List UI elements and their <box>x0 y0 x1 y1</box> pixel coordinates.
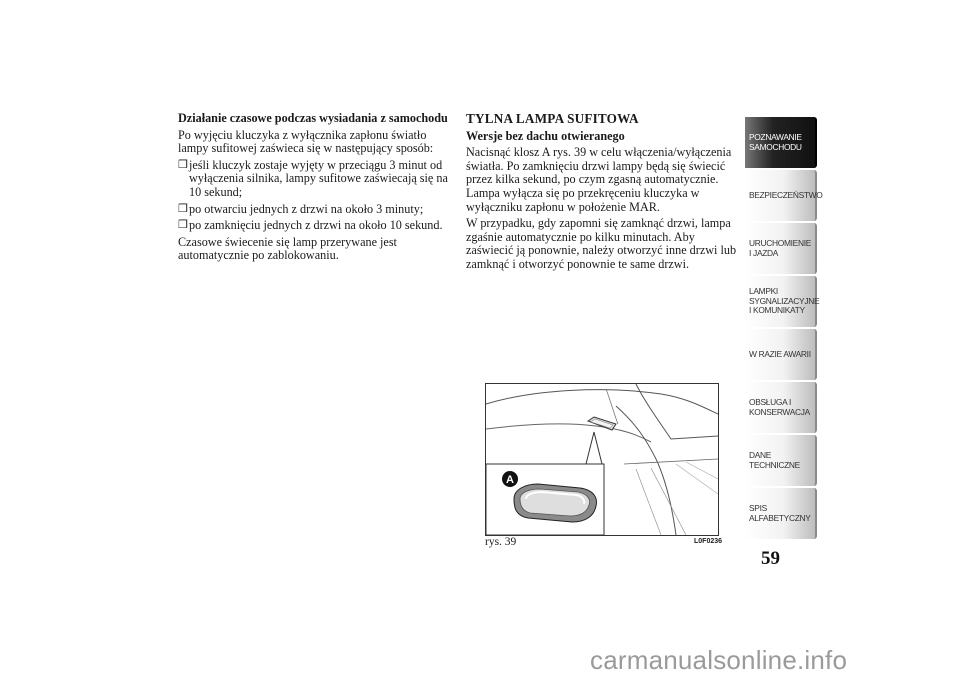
left-column <box>178 112 453 263</box>
tab-spis-alfabetyczny[interactable] <box>745 488 817 539</box>
tab-bezpieczenstwo[interactable] <box>745 170 823 221</box>
bullet-item <box>178 159 453 200</box>
bullet-text: po otwarciu jednych z drzwi na około 3 minuty; <box>189 201 424 216</box>
bullet-text: jeśli kluczyk zostaje wyjęty w przeciągu 3 minut od wyłączenia silnika, lampy sufitowe zaświecają się na 10 sekund; <box>189 157 448 199</box>
figure-caption: rys. 39 <box>485 536 517 548</box>
bullet-item <box>178 203 453 217</box>
tab-obsluga-i-konserwacja[interactable] <box>745 382 817 433</box>
tab-label: POZNAWANIE SAMOCHODU <box>749 131 802 152</box>
watermark: carmanualsonline.info <box>590 645 848 675</box>
paragraph-1: Nacisnąć klosz A rys. 39 w celu włączenia/wyłączenia światła. Po zamknięciu drzwi lampy będą się świecić przez kilka sekund, po czym zgasną automatycznie. Lampa wyłącza się po przekręceniu kluczyka w wyłączniku zapłonu w położenie MAR. <box>466 145 732 214</box>
paragraph-2: W przypadku, gdy zapomni się zamknąć drzwi, lampa zgaśnie automatycznie po kilku minutach. Aby zaświecić ją ponownie, należy otworzyć inne drzwi lub zamknąć i otworzyć ponownie te same drzwi. <box>466 216 737 271</box>
intro-paragraph: Po wyjęciu kluczyka z wyłącznika zapłonu światło lampy sufitowej zaświeca się w następujący sposób: <box>178 127 434 156</box>
tab-label: SPIS ALFABETYCZNY <box>749 502 811 523</box>
chapter-tabs <box>745 117 823 541</box>
section-title-rear-lamp: TYLNA LAMPA SUFITOWA <box>466 111 639 126</box>
tab-w-razie-awarii[interactable] <box>745 329 817 380</box>
lamp-illustration <box>486 384 718 535</box>
tab-label: OBSŁUGA I KONSERWACJA <box>749 396 810 417</box>
tab-label: LAMPKI SYGNALIZACYJNE I KOMUNIKATY <box>749 286 820 316</box>
checkbox-bullet-icon: ❒ <box>178 219 188 232</box>
label-a-text: A <box>506 474 514 486</box>
outro-paragraph: Czasowe świecenie się lamp przerywane jest automatycznie po zablokowaniu. <box>178 234 397 263</box>
tab-dane-techniczne[interactable] <box>745 435 817 486</box>
figure-rear-ceiling-lamp <box>485 383 719 536</box>
tab-uruchomienie-i-jazda[interactable] <box>745 223 817 274</box>
bullet-text: po zamknięciu jednych z drzwi na około 10 sekund. <box>189 218 443 233</box>
checkbox-bullet-icon: ❒ <box>178 158 188 171</box>
figure-code: L0F0236 <box>694 538 723 545</box>
tab-label: BEZPIECZEŃSTWO <box>749 189 823 200</box>
tab-label: URUCHOMIENIE I JAZDA <box>749 237 812 258</box>
section-heading-timed-lighting: Działanie czasowe podczas wysiadania z samochodu <box>178 111 448 125</box>
right-column <box>466 112 742 272</box>
page-number: 59 <box>761 548 780 569</box>
tab-label: W RAZIE AWARII <box>749 348 811 359</box>
tab-lampki-sygnalizacyjne[interactable] <box>745 276 820 327</box>
checkbox-bullet-icon: ❒ <box>178 202 188 215</box>
tab-label: DANE TECHNICZNE <box>749 449 800 470</box>
tab-poznawanie-samochodu[interactable] <box>745 117 817 168</box>
bullet-item <box>178 219 453 233</box>
subsection-heading: Wersje bez dachu otwieranego <box>466 128 625 143</box>
